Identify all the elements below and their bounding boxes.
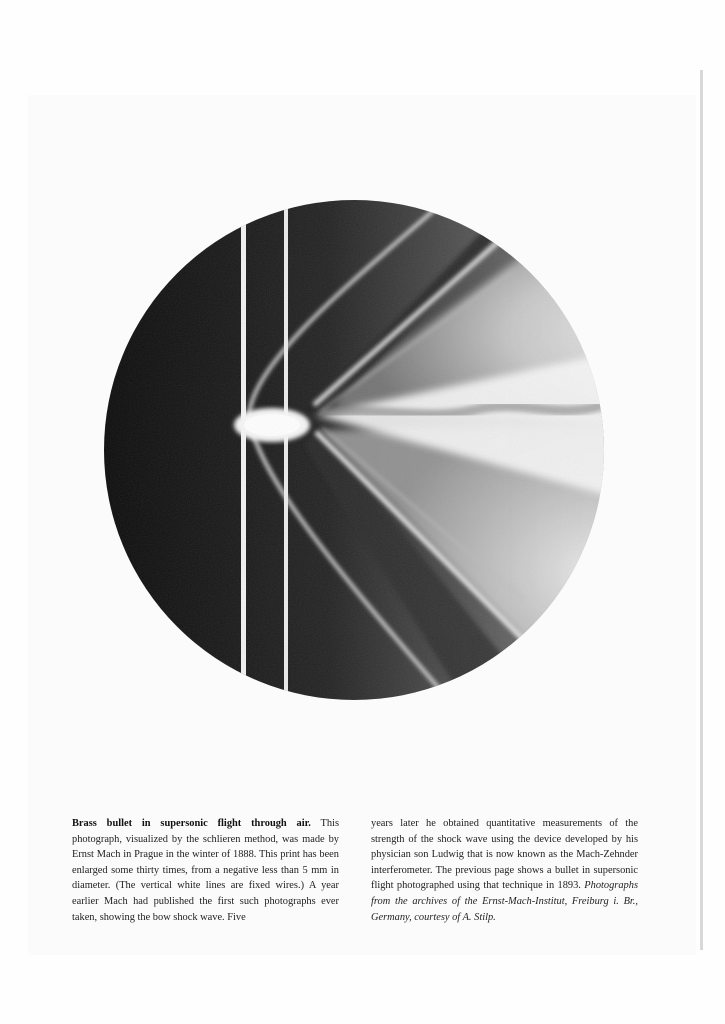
scan-edge [700, 70, 703, 950]
photo-credit: Photographs from the archives of the Ernst-Mach-Institut, Freiburg i. Br., Germany, courtesy of A. Stilp. [371, 880, 638, 923]
caption-column-1-text: This photograph, visualized by the schlieren method, was made by Ernst Mach in Prague in the winter of 1888. This print has been enlarged some thirty times, from a negative less than 5 mm in diameter. (The vertical white lines are fixed wires.) A year earlier Mach had published the first such photographs ever taken, showing the bow shock wave. Five [72, 818, 339, 923]
photograph-svg [104, 200, 604, 700]
caption-column-2 [371, 816, 638, 925]
schlieren-photograph [104, 200, 604, 700]
caption-column-2-text: years later he obtained quantitative measurements of the strength of the shock wave using the device developed by his physician son Ludwig that is now known as the Mach-Zehnder interferometer. The previous page shows a bullet in supersonic flight photographed using that technique in 1893. [371, 818, 638, 892]
caption-column-1 [72, 816, 339, 925]
film-grain [104, 200, 604, 700]
figure-caption [72, 816, 638, 925]
caption-title: Brass bullet in supersonic flight through air. [72, 818, 311, 829]
